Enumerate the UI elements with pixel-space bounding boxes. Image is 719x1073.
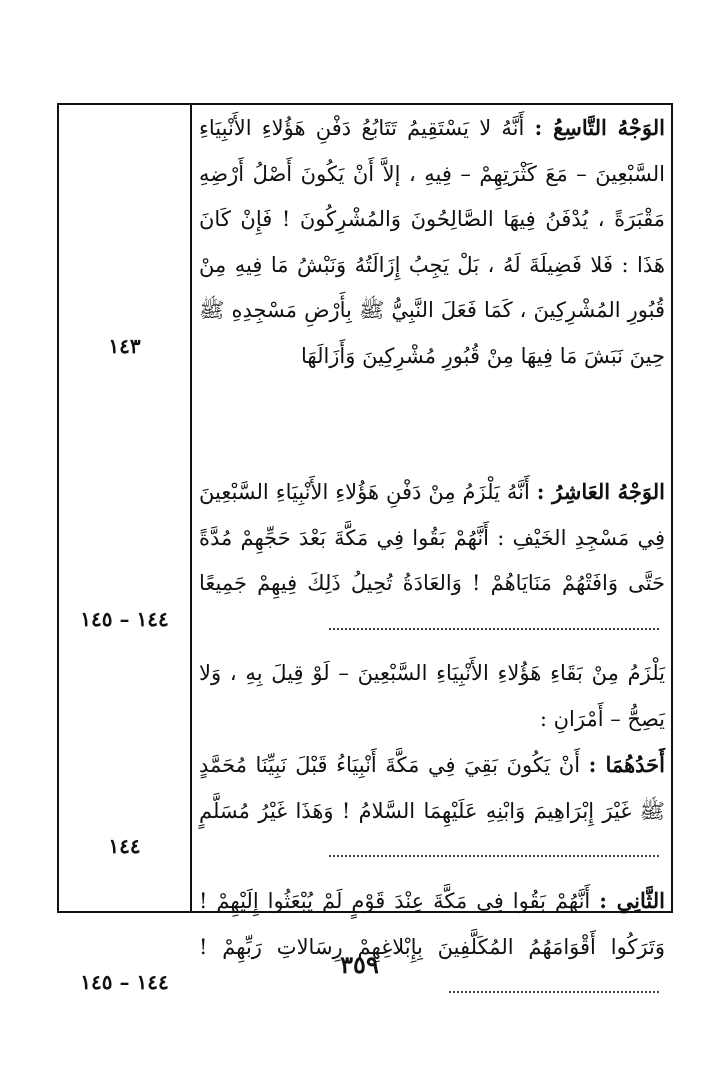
page-reference: ١٤٤ – ١٤٥ bbox=[80, 607, 169, 631]
entry-heading: الثَّانِي : bbox=[599, 888, 665, 913]
entry-heading: الوَجْهُ التَّاسِعُ : bbox=[534, 115, 665, 140]
dotted-leader bbox=[329, 628, 659, 630]
page-reference: ١٤٣ bbox=[108, 334, 141, 358]
dotted-leader bbox=[449, 991, 659, 993]
entry-row-tenth bbox=[59, 469, 671, 651]
entry-text bbox=[199, 105, 665, 379]
entry-text bbox=[199, 469, 665, 652]
entry-body: أَنَّهُ يَلْزَمُ مِنْ دَفْنِ هَؤُلاءِ الأَنْبِيَاءِ السَّبْعِينَ فِي مَسْجِدِ الخَيْفِ : أَنَّهُمْ بَقُوا فِي مَكَّةَ بَعْدَ حَجِّهِمْ مُدَّةً حَتَّى وَافَتْهُمْ مَنَايَاهُمْ ! وَالعَادَةُ تُحِيلُ ذَلِكَ فِيهِمْ جَمِيعًا bbox=[199, 480, 665, 595]
dotted-leader bbox=[329, 855, 659, 857]
page-number: ٣٥٩ bbox=[340, 950, 379, 979]
entry-body: أَنَّهُ لا يَسْتَقِيمُ تَتَابُعُ دَفْنِ هَؤُلاءِ الأَنْبِيَاءِ السَّبْعِينَ – مَعَ كَثْرَتِهِمْ – فِيهِ ، إلاَّ أَنْ يَكُونَ أَصْلُ أَرْضِهِ مَقْبَرَةً ، يُدْفَنُ فِيهَا الصَّالِحُونَ وَالمُشْرِكُونَ ! فَإِنْ كَانَ هَذَا : فَلا فَضِيلَةَ لَهُ ، بَلْ يَجِبُ إِزَالَتُهُ وَنَبْشُ مَا فِيهِ مِنْ قُبُورِ المُشْرِكِينَ ، كَمَا فَعَلَ النَّبِيُّ ﷺ بِأَرْضِ مَسْجِدِهِ ﷺ حِينَ نَبَشَ مَا فِيهَا مِنْ قُبُورِ مُشْرِكِينَ وَأَزَالَهَا bbox=[199, 116, 665, 368]
page-reference: ١٤٤ – ١٤٥ bbox=[80, 970, 169, 994]
entry-row-first bbox=[59, 742, 671, 878]
entry-row-two-matters bbox=[59, 651, 671, 742]
entry-text bbox=[199, 878, 665, 1016]
entry-heading: الوَجْهُ العَاشِرُ : bbox=[536, 479, 666, 504]
entry-body: يَلْزَمُ مِنْ بَقَاءِ هَؤُلاءِ الأَنْبِيَاءِ السَّبْعِينَ – لَوْ قِيلَ بِهِ ، وَلا يَصِحُّ – أَمْرَانِ : bbox=[199, 661, 665, 731]
entry-heading: أَحَدُهُمَا : bbox=[588, 752, 665, 777]
entry-row-ninth bbox=[59, 105, 671, 469]
entry-body: أَنْ يَكُونَ بَقِيَ فِي مَكَّةَ أَنْبِيَاءُ قَبْلَ نَبِيِّنَا مُحَمَّدٍ ﷺ غَيْرَ إِبْرَاهِيمَ وَابْنِهِ عَلَيْهِمَا السَّلامُ ! وَهَذَا غَيْرُ مُسَلَّمٍ bbox=[199, 753, 665, 823]
entry-row-second bbox=[59, 878, 671, 1015]
entry-text bbox=[199, 651, 665, 742]
entry-text bbox=[199, 742, 665, 880]
entry-body: أَنَّهُمْ بَقُوا فِي مَكَّةَ عِنْدَ قَوْمٍ لَمْ يُبْعَثُوا إِلَيْهِمْ ! وَتَرَكُوا أَقْوَامَهُمُ المُكَلَّفِينَ بِإِبْلاغِهِمْ رِسَالاتِ رَبِّهِمْ ! bbox=[199, 889, 665, 959]
page-reference: ١٤٤ bbox=[108, 834, 141, 858]
